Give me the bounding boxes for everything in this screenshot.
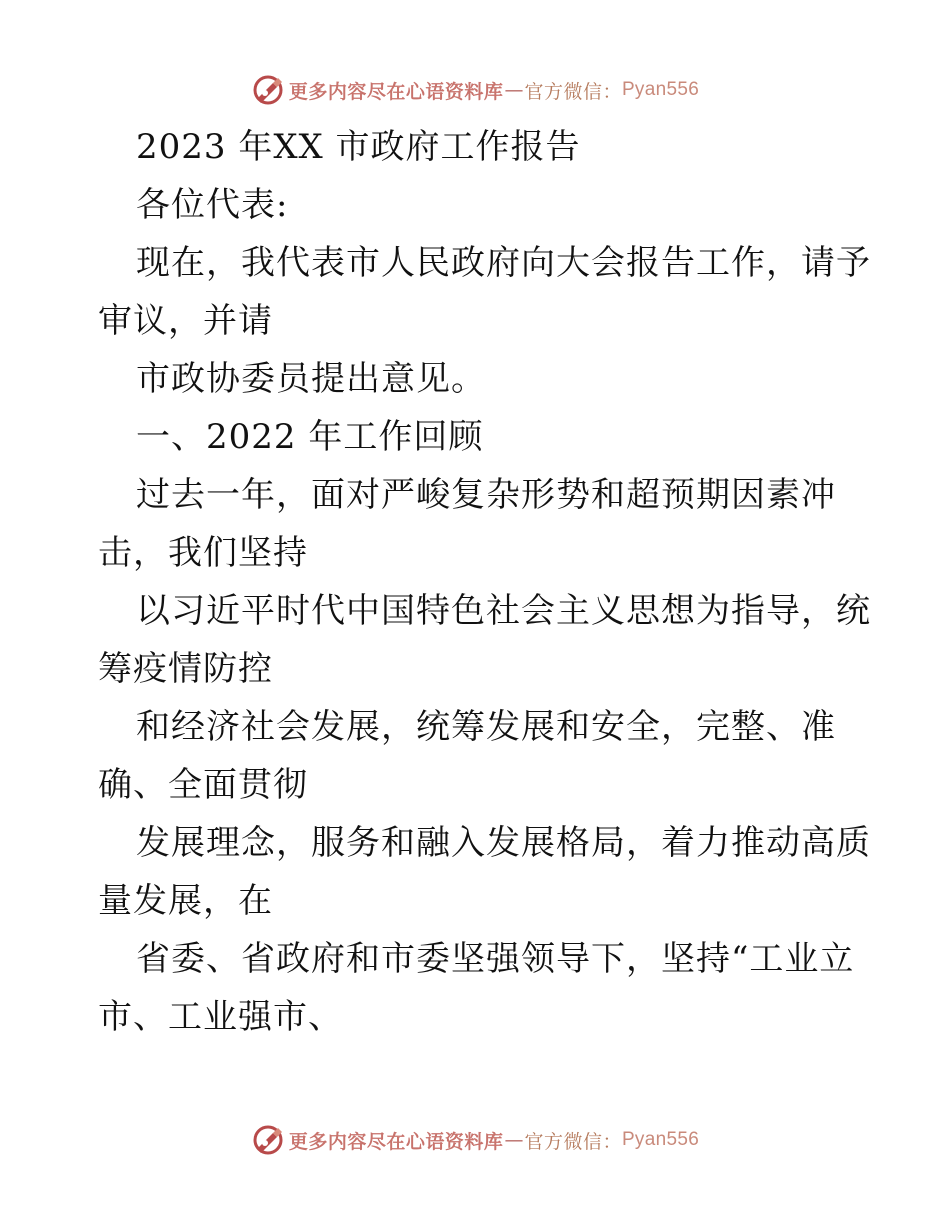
paragraph-line: 以习近平时代中国特色社会主义思想为指导，统 — [136, 591, 871, 631]
banner-wechat-label: 官方微信： — [524, 1130, 622, 1153]
banner-slogan: 更多内容尽在心语资料库 — [288, 1130, 504, 1153]
document-title: 2023 年XX 市政府工作报告 — [136, 127, 581, 167]
paragraph-line: 市、工业强市、 — [98, 997, 343, 1037]
footer-watermark-banner — [0, 1120, 950, 1160]
paragraph-line: 过去一年，面对严峻复杂形势和超预期因素冲 — [136, 475, 836, 515]
paragraph-line: 现在，我代表市人民政府向大会报告工作，请予 — [136, 243, 871, 283]
banner-dash: — — [504, 79, 524, 101]
paragraph-line: 省委、省政府和市委坚强领导下，坚持“工业立 — [136, 939, 855, 979]
salutation: 各位代表: — [136, 185, 289, 225]
banner-dash: — — [504, 1129, 524, 1151]
document-body — [98, 118, 871, 1046]
pen-logo-icon — [251, 73, 285, 107]
banner-wechat-id: Pyan556 — [621, 79, 700, 100]
header-watermark-banner — [0, 70, 950, 110]
paragraph-line: 发展理念，服务和融入发展格局，着力推动高质 — [136, 823, 871, 863]
paragraph-line: 量发展，在 — [98, 881, 273, 921]
paragraph-line: 审议，并请 — [98, 301, 273, 341]
banner-wechat-id: Pyan556 — [621, 1129, 700, 1150]
paragraph-line: 击，我们坚持 — [98, 533, 308, 573]
banner-wechat-label: 官方微信： — [524, 80, 622, 103]
paragraph-line: 筹疫情防控 — [98, 649, 273, 689]
paragraph-line: 和经济社会发展，统筹发展和安全，完整、准 — [136, 707, 836, 747]
section-heading: 一、2022 年工作回顾 — [136, 417, 484, 457]
paragraph-line: 市政协委员提出意见。 — [136, 359, 486, 399]
pen-logo-icon — [251, 1123, 285, 1157]
banner-slogan: 更多内容尽在心语资料库 — [288, 80, 504, 103]
paragraph-line: 确、全面贯彻 — [98, 765, 308, 805]
